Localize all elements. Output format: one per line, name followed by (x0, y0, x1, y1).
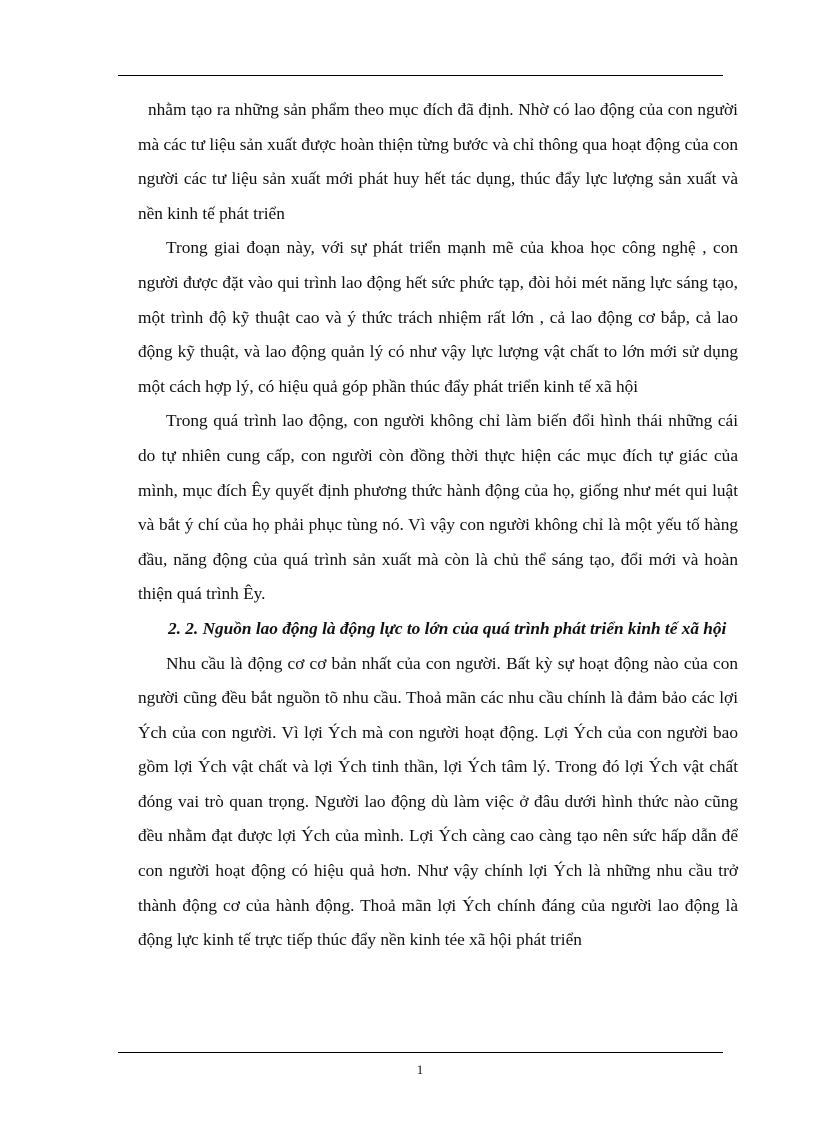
page-number: 1 (416, 1062, 424, 1077)
section-heading: 2. 2. Nguồn lao động là động lực to lớn của quá trình phát triển kinh tế xã hội (168, 618, 727, 638)
footer-rule (118, 1052, 723, 1053)
paragraph-labor-process: Trong quá trình lao động, con người không chỉ làm biến đổi hình thái những cái do tự nhiên cung cấp, con người còn đồng thời thực hiện các mục đích tự giác của mình, mục đích Êy quyết định phương thức hành động của họ, giống như mét qui luật và bắt ý chí của họ phải phục tùng nó. Vì vậy con người không chỉ là một yếu tố hàng đầu, năng động của quá trình sản xuất mà còn là chủ thể sáng tạo, đổi mới và hoàn thiện quá trình Êy. (138, 411, 738, 604)
paragraph-needs: Nhu cầu là động cơ cơ bản nhất của con người. Bất kỳ sự hoạt động nào của con người cũng đều bắt nguồn tõ nhu cầu. Thoả mãn các nhu cầu chính là đảm bảo các lợi Ých của con người. Vì lợi Ých mà con người hoạt động. Lợi Ých của con người bao gồm lợi Ých vật chất và lợi Ých tinh thần, lợi Ých tâm lý. Trong đó lợi Ých vật chất đóng vai trò quan trọng. Người lao động dù làm việc ở đâu dưới hình thức nào cũng đều nhằm đạt được lợi Ých của mình. Lợi Ých càng cao càng tạo nên sức hấp dẫn để con người hoạt động có hiệu quả hơn. Như vậy chính lợi Ých là những nhu cầu trở thành động cơ của hành động. Thoả mãn lợi Ých chính đáng của người lao động là động lực kinh tế trực tiếp thúc đẩy nền kinh tée xã hội phát triển (138, 653, 738, 950)
header-rule (118, 75, 723, 76)
paragraph-continuation: nhằm tạo ra những sản phẩm theo mục đích đã định. Nhờ có lao động của con người mà các tư liệu sản xuất được hoàn thiện từng bước và chỉ thông qua hoạt động của con người các tư liệu sản xuất mới phát huy hết tác dụng, thúc đẩy lực lượng sản xuất và nền kinh tế phát triển (138, 100, 738, 223)
paragraph-development-stage: Trong giai đoạn này, với sự phát triển mạnh mẽ của khoa học công nghệ , con người được đặt vào qui trình lao động hết sức phức tạp, đòi hỏi mét năng lực sáng tạo, một trình độ kỹ thuật cao và ý thức trách nhiệm rất lớn , cả lao động cơ bắp, cả lao động kỹ thuật, và lao động quản lý có như vậy lực lượng vật chất to lớn mới sử dụng một cách hợp lý, có hiệu quả góp phần thúc đẩy phát triển kinh tế xã hội (138, 238, 738, 396)
page-body (138, 93, 738, 958)
